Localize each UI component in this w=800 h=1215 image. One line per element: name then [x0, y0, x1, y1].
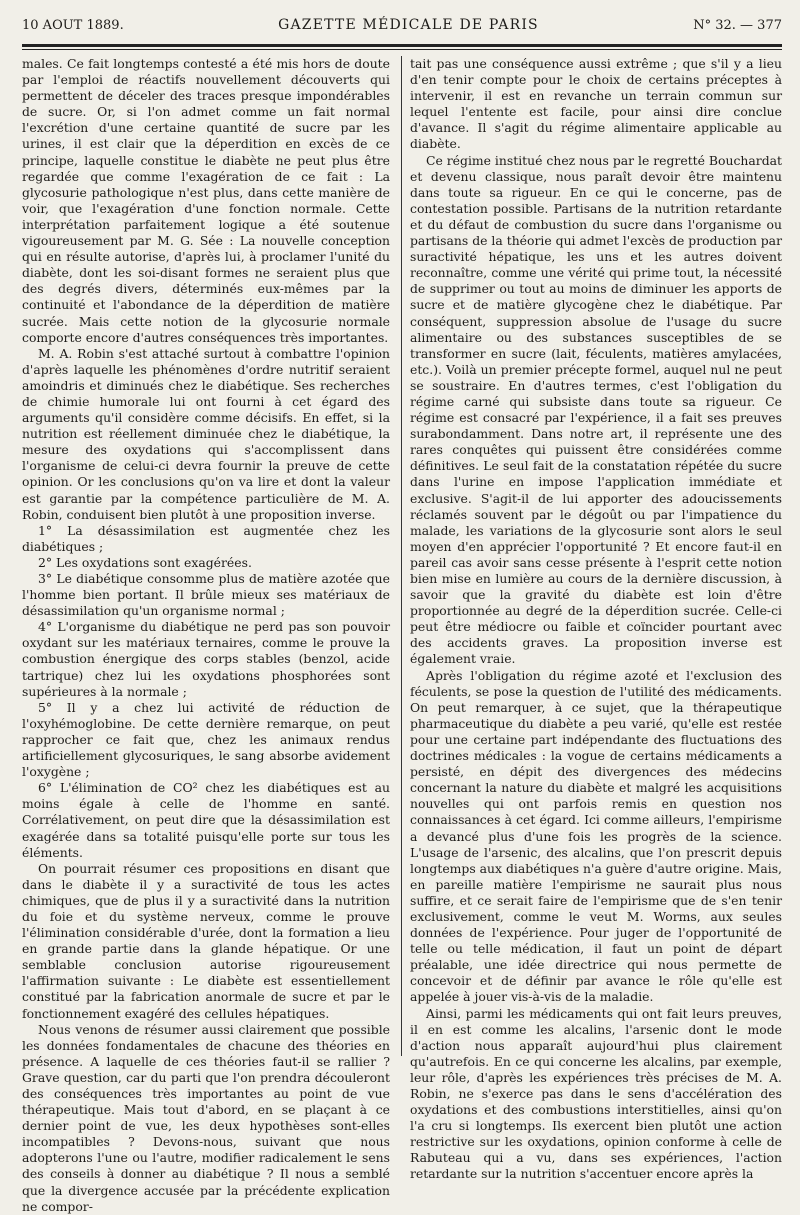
- header-rule-thick: [22, 44, 782, 47]
- list-item: 2° Les oxydations sont exagérées.: [38, 554, 252, 570]
- list-item: 4° L'organisme du diabétique ne perd pas son pouvoir oxydant sur les matériaux ternaires, comme le prouve la combustion énergique des corps stables (benzol, acide tartrique) chez lui les oxydations phosphorées sont supérieures à la normale ;: [22, 619, 390, 699]
- header-rule-thin: [22, 49, 782, 50]
- paragraph: males. Ce fait longtemps contesté a été mis hors de doute par l'emploi de réactifs nouvellement découverts qui permettent de déceler des traces presque impondérables de sucre. Or, si l'on admet comme un fait normal l'excrétion d'une certaine quantité de sucre par les urines, il est clair que la déperdition en excès de ce principe, laquelle constitue le diabète ne peut plus être regardée que comme l'exagération de ce fait : La glycosurie pathologique n'est plus, dans cette manière de voir, que l'exagération d'une fonction normale. Cette interprétation parfaitement logique a été soutenue vigoureusement par M. G. Sée : La nouvelle conception qui en résulte autorise, d'après lui, à proclamer l'unité du diabète, dont les soi-disant formes ne seraient plus que des degrés divers, déterminés eux-mêmes par la continuité et l'abondance de la déperdition de matière sucrée. Mais cette notion de la glycosurie normale comporte encore d'autres conséquences très importantes.: [22, 56, 390, 345]
- list-item: 3° Le diabétique consomme plus de matière azotée que l'homme bien portant. Il brûle mieux ses matériaux de désassimilation qu'un organisme normal ;: [22, 571, 390, 619]
- list-item: 5° Il y a chez lui activité de réduction de l'oxyhémoglobine. De cette dernière remarque, on peut rapprocher ce fait que, chez les animaux rendus artificiellement glycosuriques, le sang absorbe avidement l'oxygène ;: [22, 699, 390, 780]
- list-item: 6° L'élimination de CO² chez les diabétiques est au moins égale à celle de l'homme en santé. Corrélativement, on peut dire que la désassimilation est exagérée dans sa totalité puisqu'elle porte sur tous les éléments.: [22, 780, 390, 860]
- right-column: [410, 56, 782, 1182]
- paragraph: On pourrait résumer ces propositions en disant que dans le diabète il y a suractivité de tous les actes chimiques, que de plus il y a suractivité dans la nutrition du foie et du système nerveux, comme le prouve l'élimination considérable d'urée, dont la formation a lieu en grande partie dans la glande hépatique. Or une semblable conclusion autorise rigoureusement l'affirmation suivante : Le diabète est essentiellement constitué par la fabrication anormale de sucre et par le fonctionnement exagéré des cellules hépatiques.: [22, 860, 390, 1021]
- journal-title: GAZETTE MÉDICALE DE PARIS: [278, 17, 539, 33]
- paragraph: tait pas une conséquence aussi extrême ; que s'il y a lieu d'en tenir compte pour le choix de certains préceptes à intervenir, il est en revanche un terrain commun sur lequel l'entente est facile, pour ainsi dire conclue d'avance. Il s'agit du régime alimentaire applicable au diabète.: [410, 56, 782, 152]
- issue-page-number: N° 32. — 377: [693, 17, 782, 33]
- paragraph: Nous venons de résumer aussi clairement que possible les données fondamentales de chacune des théories en présence. A laquelle de ces théories faut-il se rallier ? Grave question, car du parti que l'on prendra découleront des conséquences très importantes au point de vue thérapeutique. Mais tout d'abord, en se plaçant à ce dernier point de vue, les deux hypothèses sont-elles incompatibles ? Devons-nous, suivant que nous adopterons l'une ou l'autre, modifier radicalement le sens des conseils à donner au diabétique ? Il nous a semblé que la divergence accusée par la précédente explication ne compor-: [22, 1021, 390, 1214]
- paragraph: Après l'obligation du régime azoté et l'exclusion des féculents, se pose la question de l'utilité des médicaments. On peut remarquer, à ce sujet, que la thérapeutique pharmaceutique du diabète a peu varié, qu'elle est restée pour une certaine part indépendante des fluctuations des doctrines médicales : la vogue de certains médicaments a persisté, en dépit des divergences des médecins concernant la nature du diabète et malgré les acquisitions nouvelles qui ont parfois remis en question nos connaissances à cet égard. Ici comme ailleurs, l'empirisme a devancé plus d'une fois les progrès de la science. L'usage de l'arsenic, des alcalins, que l'on prescrit depuis longtemps aux diabétiques n'a guère d'autre origine. Mais, en pareille matière l'empirisme ne saurait plus nous suffire, et ce serait faire de l'empirisme que de s'en tenir exclusivement, comme le veut M. Worms, aux seules données de l'expérience. Pour juger de l'opportunité de telle ou telle médication, il faut un point de départ préalable, une idée directrice qui nous permette de concevoir et de définir par avance le rôle qu'elle est appelée à jouer vis-à-vis de la maladie.: [410, 667, 782, 1005]
- header-date: 10 AOUT 1889.: [22, 17, 124, 33]
- list-item: 1° La désassimilation est augmentée chez les diabétiques ;: [22, 522, 390, 554]
- paragraph: Ainsi, parmi les médicaments qui ont fait leurs preuves, il en est comme les alcalins, l'arsenic dont le mode d'action nous apparaît aujourd'hui plus clairement qu'autrefois. En ce qui concerne les alcalins, par exemple, leur rôle, d'après les expériences très précises de M. A. Robin, ne s'exerce pas dans le sens d'accélération des oxydations et des combustions interstitielles, ainsi qu'on l'a cru si longtemps. Ils exercent bien plutôt une action restrictive sur les oxydations, opinion conforme à celle de Rabuteau qui a vu, dans ses expériences, l'action retardante sur la nutrition s'accentuer encore après la: [410, 1005, 782, 1182]
- paragraph: Ce régime institué chez nous par le regretté Bouchardat et devenu classique, nous paraît devoir être maintenu dans toute sa rigueur. En ce qui le concerne, pas de contestation possible. Partisans de la nutrition retardante et du défaut de combustion du sucre dans l'organisme ou partisans de la théorie qui admet l'excès de production par suractivité hépatique, les uns et les autres doivent reconnaître, comme une vérité qui prime tout, la nécessité de supprimer ou tout au moins de diminuer les apports de sucre et de matière glycogène chez le diabétique. Par conséquent, suppression absolue de l'usage du sucre alimentaire ou des substances susceptibles de se transformer en sucre (lait, féculents, matières amylacées, etc.). Voilà un premier précepte formel, auquel nul ne peut se soustraire. En d'autres termes, c'est l'obligation du régime carné qui subsiste dans toute sa rigueur. Ce régime est consacré par l'expérience, il a fait ses preuves surabondamment. Dans notre art, il représente une des rares conquêtes qui puissent être considérées comme définitives. Le seul fait de la constatation répétée du sucre dans l'urine en impose l'application immédiate et exclusive. S'agit-il de lui apporter des adoucissements réclamés souvent par le dégoût ou par l'impatience du malade, les variations de la glycosurie sont alors le seul moyen d'en apprécier l'opportunité ? Et encore faut-il en pareil cas avoir sans cesse présente à l'esprit cette notion bien mise en lumière au cours de la dernière discussion, à savoir que la gravité du diabète est loin d'être proportionnée au degré de la déperdition sucrée. Celle-ci peut être médiocre ou faible et coïncider pourtant avec des accidents graves. La proposition inverse est également vraie.: [410, 152, 782, 667]
- paragraph: M. A. Robin s'est attaché surtout à combattre l'opinion d'après laquelle les phénomènes d'ordre nutritif seraient amoindris et diminués chez le diabétique. Ses recherches de chimie humorale lui ont fourni à cet égard des arguments qu'il considère comme décisifs. En effet, si la nutrition est réellement diminuée chez le diabétique, la mesure des oxydations qui s'accomplissent dans l'organisme de celui-ci devra fournir la preuve de cette opinion. Or les conclusions qu'on va lire et dont la valeur est garantie par la compétence particulière de M. A. Robin, conduisent bien plutôt à une proposition inverse.: [22, 345, 390, 522]
- page-header: [22, 10, 782, 40]
- column-divider: [401, 56, 402, 1056]
- left-column: [22, 56, 390, 1214]
